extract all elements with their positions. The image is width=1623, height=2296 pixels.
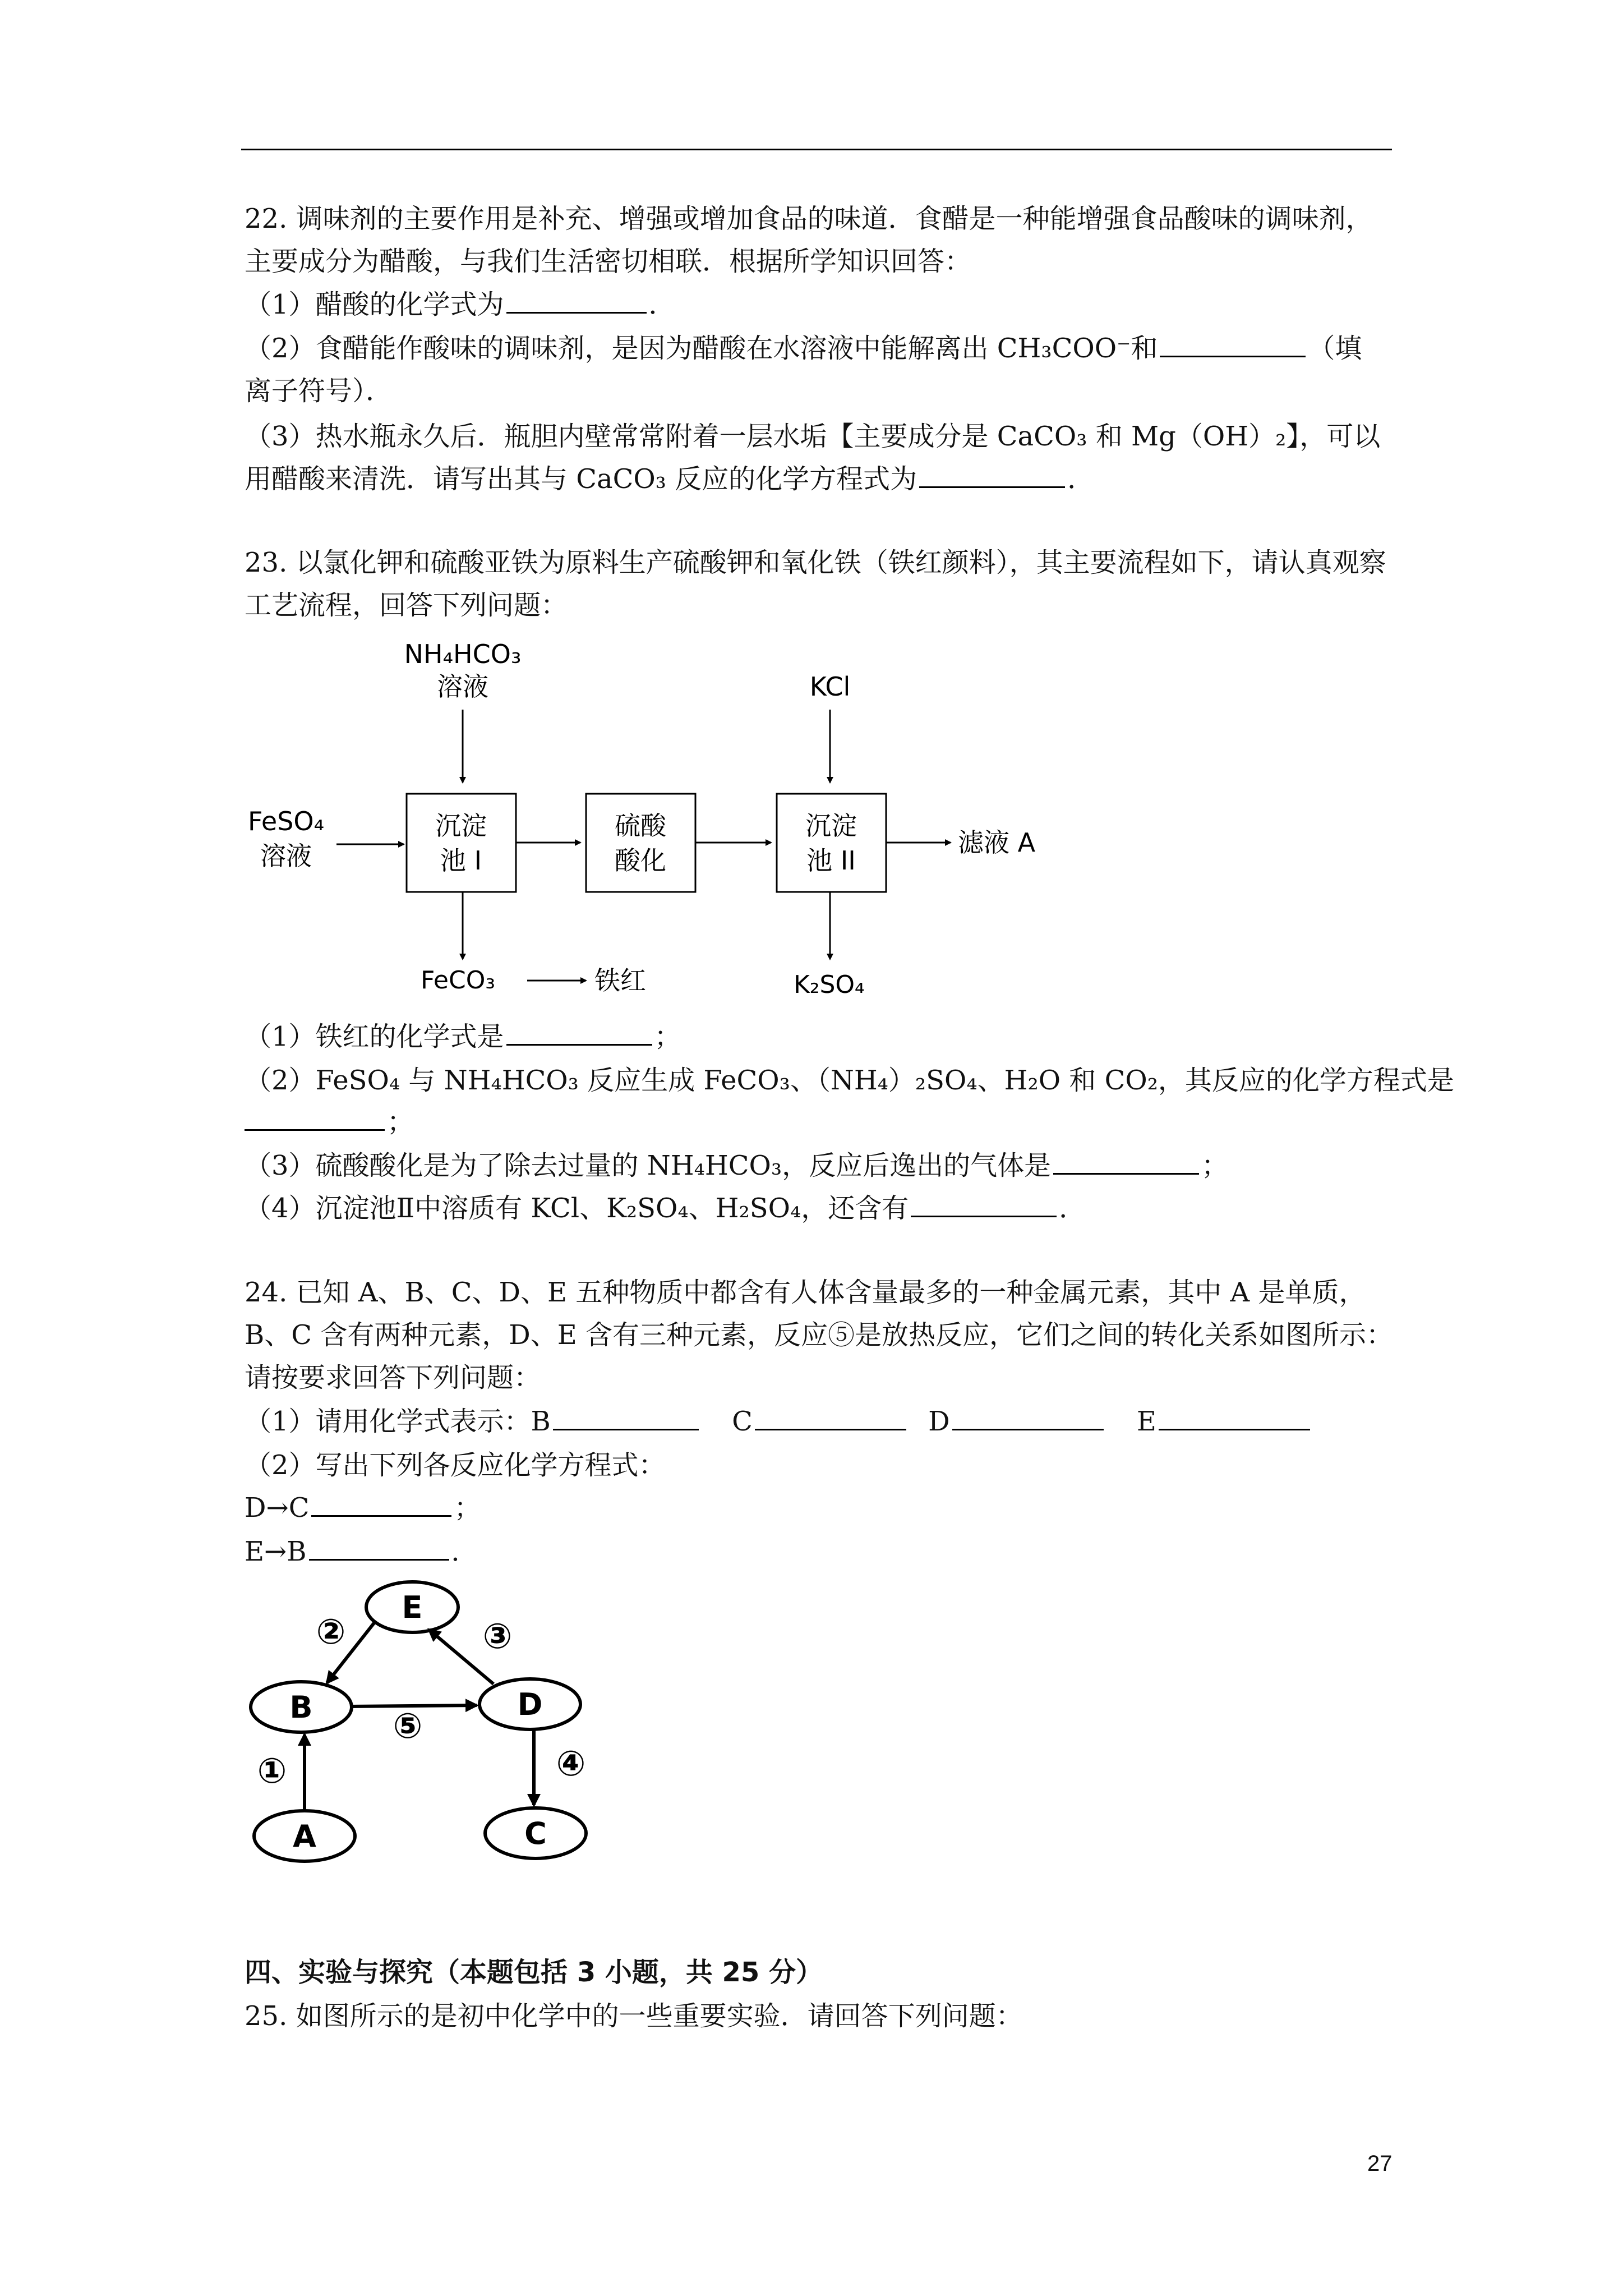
answer-blank[interactable] <box>1053 1146 1199 1175</box>
q23-part2-cont <box>245 1101 414 1143</box>
kcl-label: KCl <box>809 671 851 702</box>
nh4hco3-solution-label: 溶液 <box>437 671 488 702</box>
q22-part2-text: （2）食醋能作酸味的调味剂，是因为醋酸在水溶液中能解离出 CH₃COO⁻和 <box>245 333 1158 364</box>
conversion-diagram <box>247 1576 606 1874</box>
d-to-c-suffix: ； <box>454 1492 481 1524</box>
q23-part2-suffix: ； <box>387 1106 414 1138</box>
settling-tank-1-line2: 池 I <box>440 845 482 876</box>
acidification-line1: 硫酸 <box>615 811 666 841</box>
header-rule <box>241 149 1392 150</box>
answer-blank-c[interactable] <box>755 1402 906 1430</box>
q22-part2-suffix: （填 <box>1308 333 1362 364</box>
q23-part1-suffix: ； <box>654 1021 681 1052</box>
answer-blank[interactable] <box>506 1017 652 1046</box>
feso4-solution-label: 溶液 <box>260 841 312 871</box>
settling-tank-1-box <box>407 794 516 892</box>
q22-part1-text: （1）醋酸的化学式为 <box>245 289 504 320</box>
nh4hco3-label: NH₄HCO₃ <box>404 639 522 669</box>
q22-part1-suffix: ． <box>648 289 676 320</box>
q24-label-c: C <box>732 1406 753 1437</box>
q23-part1 <box>245 1015 681 1058</box>
settling-tank-1-line1: 沉淀 <box>435 811 487 841</box>
q23-part4-text: （4）沉淀池Ⅱ中溶质有 KCl、K₂SO₄、H₂SO₄，还含有 <box>245 1193 909 1224</box>
reaction-1-label: ① <box>257 1750 287 1791</box>
q23-intro: 23. 以氯化钾和硫酸亚铁为原料生产硫酸钾和氧化铁（铁红颜料），其主要流程如下，请认真观察工艺流程，回答下列问题： <box>245 547 1386 621</box>
acidification-line2: 酸化 <box>615 845 666 876</box>
node-c: C <box>524 1816 547 1851</box>
settling-tank-2-box <box>777 794 886 892</box>
node-e: E <box>402 1590 423 1625</box>
page-number: 27 <box>1367 2151 1393 2176</box>
q24-label-e: E <box>1136 1406 1156 1437</box>
q23-part3-text: （3）硫酸酸化是为了除去过量的 NH₄HCO₃，反应后逸出的气体是 <box>245 1150 1052 1181</box>
filtrate-a-label: 滤液 A <box>958 827 1036 858</box>
node-b: B <box>289 1690 313 1725</box>
q22-part3 <box>245 458 1094 500</box>
answer-blank[interactable] <box>911 1189 1057 1217</box>
feso4-label: FeSO₄ <box>247 806 325 836</box>
feco3-label: FeCO₃ <box>421 966 495 995</box>
node-a: A <box>293 1819 316 1854</box>
e-to-b-suffix: ． <box>451 1536 478 1567</box>
q24-e-to-b <box>245 1530 478 1573</box>
answer-blank[interactable] <box>506 285 647 314</box>
answer-blank-e[interactable] <box>1159 1402 1310 1430</box>
reaction-2-label: ② <box>316 1611 346 1652</box>
q25-intro: 25. 如图所示的是初中化学中的一些重要实验．请回答下列问题： <box>245 2000 1023 2032</box>
answer-blank[interactable] <box>919 459 1065 488</box>
answer-blank[interactable] <box>245 1102 385 1131</box>
q23-part3-suffix: ； <box>1201 1150 1229 1181</box>
q22-part3-line1: （3）热水瓶永久后．瓶胆内壁常常附着一层水垢【主要成分是 CaCO₃ 和 Mg（OH）₂】，可以 <box>245 421 1381 452</box>
reaction-4-label: ④ <box>556 1743 586 1784</box>
process-flow-diagram <box>241 634 1138 1004</box>
q22-part2-cont: 离子符号）． <box>245 375 393 407</box>
q23-part4 <box>245 1187 1086 1230</box>
node-d: D <box>517 1687 543 1722</box>
q24-label-d: D <box>928 1406 950 1437</box>
answer-blank[interactable] <box>309 1532 449 1561</box>
q22-intro: 22. 调味剂的主要作用是补充、增强或增加食品的味道．食醋是一种能增强食品酸味的调味剂，主要成分为醋酸，与我们生活密切相联．根据所学知识回答： <box>245 203 1373 277</box>
q24-part1-text: （1）请用化学式表示：B <box>245 1406 551 1437</box>
reaction-5-label: ⑤ <box>393 1705 423 1746</box>
q22-part3-suffix: ． <box>1067 463 1095 495</box>
settling-tank-2-line2: 池 II <box>806 845 856 876</box>
answer-blank-d[interactable] <box>952 1402 1104 1430</box>
q22-part2 <box>245 327 1362 370</box>
answer-blank-b[interactable] <box>553 1402 699 1430</box>
answer-blank[interactable] <box>311 1488 451 1517</box>
answer-blank[interactable] <box>1160 329 1306 357</box>
d-to-c-label: D→C <box>245 1492 310 1524</box>
q23-part1-text: （1）铁红的化学式是 <box>245 1021 504 1052</box>
reaction-3-label: ③ <box>482 1616 513 1657</box>
settling-tank-2-line1: 沉淀 <box>805 811 857 841</box>
q24-d-to-c <box>245 1487 481 1529</box>
q22-part1 <box>245 283 676 326</box>
q24-intro: 24. 已知 A、B、C、D、E 五种物质中都含有人体含量最多的一种金属元素，其中 A 是单质，B、C 含有两种元素，D、E 含有三种元素，反应⑤是放热反应，它们之间的转化关系如图所示：请按要求回答下列问题： <box>245 1277 1394 1393</box>
q24-part2: （2）写出下列各反应化学方程式： <box>245 1450 666 1481</box>
acidification-box <box>586 794 695 892</box>
q23-part4-suffix: ． <box>1059 1193 1086 1224</box>
q23-part2-line1: （2）FeSO₄ 与 NH₄HCO₃ 反应生成 FeCO₃、（NH₄）₂SO₄、H₂O 和 CO₂，其反应的化学方程式是 <box>245 1065 1454 1096</box>
e-to-b-label: E→B <box>245 1536 307 1567</box>
k2so4-label: K₂SO₄ <box>794 970 865 999</box>
q22-part3-text: 用醋酸来清洗．请写出其与 CaCO₃ 反应的化学方程式为 <box>245 463 917 495</box>
q23-part3 <box>245 1144 1228 1187</box>
section-4-heading: 四、实验与探究（本题包括 3 小题，共 25 分） <box>245 1957 823 1988</box>
iron-red-label: 铁红 <box>594 965 646 996</box>
q24-part1 <box>245 1400 1312 1443</box>
